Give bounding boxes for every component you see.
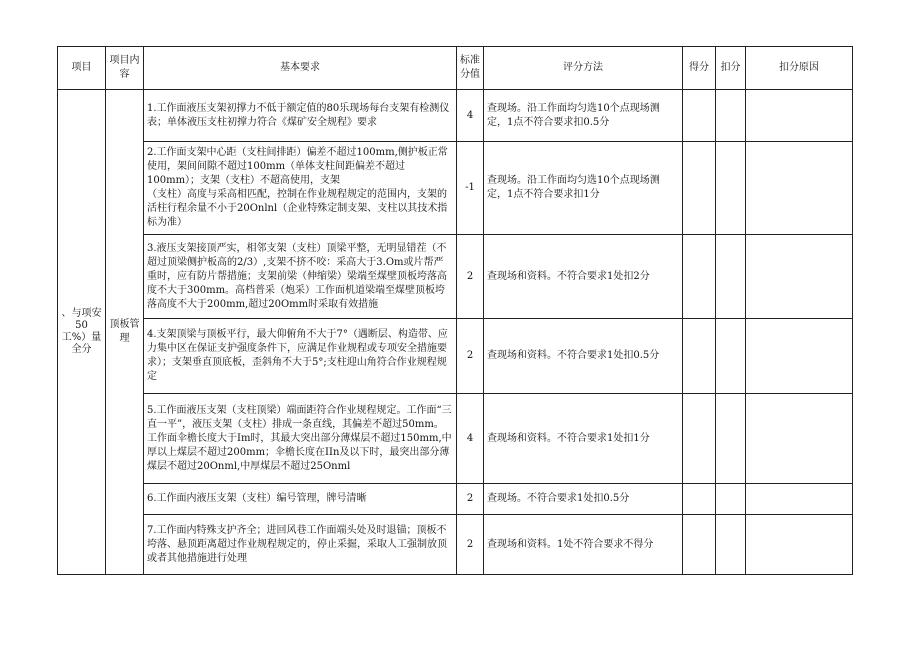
deduction-input-cell[interactable]: [716, 394, 746, 484]
table-row: [58, 235, 853, 319]
method-cell: 查现场和资料。不符合要求1处扣2分: [484, 235, 683, 319]
reason-input-cell[interactable]: [746, 484, 853, 515]
header-scoring-method: 评分方法: [484, 47, 683, 90]
score-input-cell[interactable]: [683, 394, 716, 484]
score-input-cell[interactable]: [683, 515, 716, 575]
scoring-table: [57, 46, 853, 575]
method-cell: 查现场。沿工作面均匀选10个点现场测定，1点不符合要求扣0.5分: [484, 90, 683, 142]
requirement-cell: 7.工作面内特殊支护齐全；进回风巷工作面端头处及时退锚；顶板不垮落、悬顶距离超过作业规程规定的，停止采掘，采取人工强制放顶或者其他措施进行处理: [144, 515, 457, 575]
requirement-cell: 3.液压支架接顶严实，相邻支架（支柱）顶梁平整，无明显错茬（不超过顶梁侧护板高的2/3）,支架不挤不咬：采高大于3.Om或片帮严重时，应有防片帮措施；支架前梁（伸缩梁）梁端至煤壁顶板垮落高度不大于300mm。高档普采（炮采）工作面机道梁端至煤壁顶板垮落高度不大于200mm,超过20Omm时采取有效措施: [144, 235, 457, 319]
score-cell: 2: [457, 484, 484, 515]
table-row: [58, 515, 853, 575]
deduction-input-cell[interactable]: [716, 515, 746, 575]
requirement-cell: 4.支架顶梁与顶板平行，最大仰俯角不大于7°（遇断层、构造带、应力集中区在保证支护强度条件下，应满足作业规程或专项安全措施要求）；支架垂直顶底板，歪斜角不大于5°;支柱迎山角符合作业规程规定: [144, 319, 457, 394]
table-row: [58, 394, 853, 484]
score-input-cell[interactable]: [683, 90, 716, 142]
requirement-cell: 6.工作面内液压支架（支柱）编号管理，牌号清晰: [144, 484, 457, 515]
method-cell: 查现场和资料。1处不符合要求不得分: [484, 515, 683, 575]
requirement-cell: 5.工作面液压支架（支柱顶梁）端面距符合作业规程规定。工作面“三直一平”，液压支架（支柱）排成一条直线，其偏差不超过50mm。工作面伞檐长度大于Im时，其最大突出部分薄煤层不超过150mm,中厚以上煤层不超过200mm；伞檐长度在IIn及以下时，最突出部分薄煤层不超过20Onml,中厚煤层不超过25Onml: [144, 394, 457, 484]
table-row: [58, 484, 853, 515]
method-cell: 查现场。沿工作面均匀选10个点现场测定，1点不符合要求扣1分: [484, 142, 683, 235]
reason-input-cell[interactable]: [746, 90, 853, 142]
reason-input-cell[interactable]: [746, 235, 853, 319]
deduction-input-cell[interactable]: [716, 235, 746, 319]
score-input-cell[interactable]: [683, 235, 716, 319]
score-cell: -1: [457, 142, 484, 235]
deduction-input-cell[interactable]: [716, 484, 746, 515]
score-cell: 2: [457, 515, 484, 575]
deduction-input-cell[interactable]: [716, 319, 746, 394]
score-input-cell[interactable]: [683, 484, 716, 515]
header-standard-score: 标准分值: [457, 47, 484, 90]
reason-input-cell[interactable]: [746, 319, 853, 394]
score-cell: 4: [457, 394, 484, 484]
score-input-cell[interactable]: [683, 319, 716, 394]
table-row: [58, 142, 853, 235]
reason-input-cell[interactable]: [746, 394, 853, 484]
method-cell: 查现场。不符合要求1处扣0.5分: [484, 484, 683, 515]
reason-input-cell[interactable]: [746, 515, 853, 575]
score-cell: 2: [457, 319, 484, 394]
sub-item-cell: 顶板管理: [106, 90, 144, 575]
method-cell: 查现场和资料。不符合要求1处扣1分: [484, 394, 683, 484]
score-cell: 2: [457, 235, 484, 319]
table-row: [58, 319, 853, 394]
deduction-input-cell[interactable]: [716, 90, 746, 142]
requirement-cell: 1.工作面液压支架初撑力不低于额定值的80乐现场每台支架有检测仪表；单体液压支柱初撑力符合《煤矿安全规程》要求: [144, 90, 457, 142]
header-deduction-reason: 扣分原因: [746, 47, 853, 90]
header-score: 得分: [683, 47, 716, 90]
category-line-2: 工%）量全分: [61, 331, 102, 355]
requirement-cell: 2.工作面支架中心距（支柱间排距）偏差不超过100mm,侧护板正常使用，架间间隙不超过100mm（单体支柱间距偏差不超过100mm）；支架（支柱）不超高使用，支架 （支柱）高度与采高相匹配，控制在作业规程规定的范围内，支架的活柱行程余量不小于20Onlnl（企业特殊定制支架、支柱以其技术指标为准）: [144, 142, 457, 235]
header-item: 项目: [58, 47, 106, 90]
header-item-content: 项目内容: [106, 47, 144, 90]
score-cell: 4: [457, 90, 484, 142]
header-requirements: 基本要求: [144, 47, 457, 90]
header-deduction: 扣分: [716, 47, 746, 90]
header-row: [58, 47, 853, 90]
category-cell: [58, 90, 106, 575]
score-input-cell[interactable]: [683, 142, 716, 235]
reason-input-cell[interactable]: [746, 142, 853, 235]
deduction-input-cell[interactable]: [716, 142, 746, 235]
table-row: [58, 90, 853, 142]
method-cell: 查现场和资料。不符合要求1处扣0.5分: [484, 319, 683, 394]
category-line-1: 、与项安50: [61, 307, 102, 331]
